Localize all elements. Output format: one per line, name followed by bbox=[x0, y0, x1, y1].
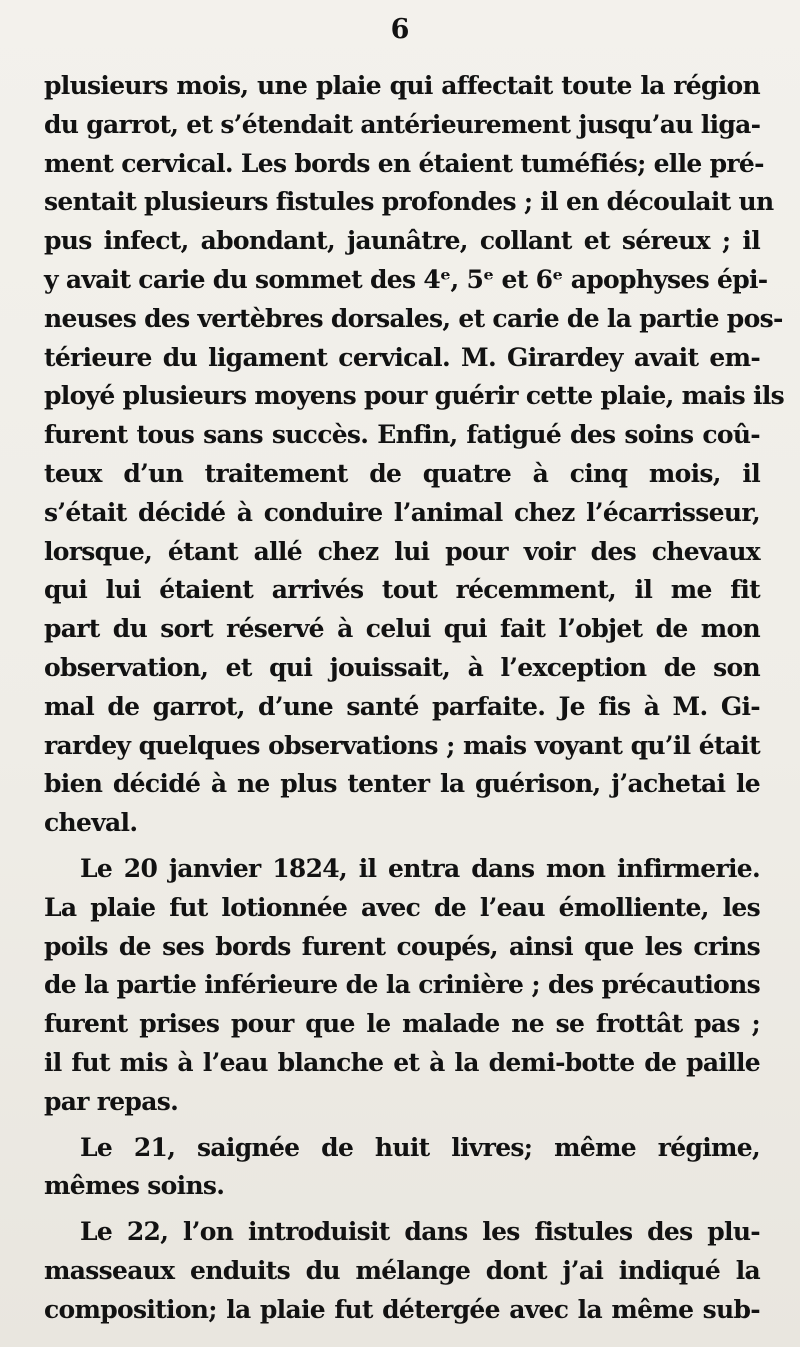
page-number: 6 bbox=[390, 14, 410, 45]
text-line: du garrot, et s’étendait antérieurement jusqu’au liga- bbox=[44, 109, 761, 139]
text-line: térieure du ligament cervical. M. Girardey avait em- bbox=[44, 342, 760, 372]
text-line: observation, et qui jouissait, à l’exception de son bbox=[44, 652, 760, 682]
text-line: poils de ses bords furent coupés, ainsi que les crins bbox=[44, 931, 760, 961]
text-line: Le 22, l’on introduisit dans les fistules des plu- bbox=[80, 1217, 760, 1247]
text-line: de la partie inférieure de la crinière ; des précautions bbox=[44, 970, 760, 1000]
text-line: teux d’un traitement de quatre à cinq mois, il bbox=[44, 458, 760, 488]
page-body bbox=[44, 67, 784, 1330]
text-line: furent tous sans succès. Enfin, fatigué des soins coû- bbox=[44, 420, 760, 450]
text-line: lorsque, étant allé chez lui pour voir des chevaux bbox=[44, 536, 760, 566]
paragraph-4 bbox=[44, 1213, 760, 1329]
text-line: furent prises pour que le malade ne se frottât pas ; bbox=[44, 1009, 760, 1039]
text-line: mêmes soins. bbox=[44, 1171, 225, 1201]
text-line: ployé plusieurs moyens pour guérir cette plaie, mais ils bbox=[44, 381, 784, 411]
text-line: sentait plusieurs fistules profondes ; il en découlait un bbox=[44, 187, 774, 217]
text-line: s’était décidé à conduire l’animal chez l’écarrisseur, bbox=[44, 497, 760, 527]
text-line: Le 21, saignée de huit livres; même régime, bbox=[80, 1132, 760, 1162]
text-line: neuses des vertèbres dorsales, et carie de la partie pos- bbox=[44, 303, 783, 333]
text-line: La plaie fut lotionnée avec de l’eau émolliente, les bbox=[44, 892, 760, 922]
text-line: par repas. bbox=[44, 1086, 179, 1116]
paragraph-2 bbox=[44, 850, 760, 1122]
text-line: bien décidé à ne plus tenter la guérison, j’achetai le bbox=[44, 769, 760, 799]
paragraph-3 bbox=[44, 1129, 760, 1207]
text-line: pus infect, abondant, jaunâtre, collant et séreux ; il bbox=[44, 226, 760, 256]
paragraph-gap bbox=[44, 1206, 760, 1213]
paragraph-1 bbox=[44, 67, 784, 843]
text-line: mal de garrot, d’une santé parfaite. Je fis à M. Gi- bbox=[44, 691, 760, 721]
text-line: masseaux enduits du mélange dont j’ai indiqué la bbox=[44, 1255, 760, 1285]
text-line: Le 20 janvier 1824, il entra dans mon infirmerie. bbox=[80, 853, 760, 883]
text-line: qui lui étaient arrivés tout récemment, il me fit bbox=[44, 575, 760, 605]
text-line: rardey quelques observations ; mais voyant qu’il était bbox=[44, 730, 760, 760]
text-line: part du sort réservé à celui qui fait l’objet de mon bbox=[44, 614, 760, 644]
text-line: composition; la plaie fut détergée avec la même sub- bbox=[44, 1294, 760, 1324]
text-line: cheval. bbox=[44, 808, 138, 838]
text-line: ment cervical. Les bords en étaient tuméfiés; elle pré- bbox=[44, 148, 764, 178]
text-line: plusieurs mois, une plaie qui affectait toute la région bbox=[44, 71, 760, 100]
paragraph-gap bbox=[44, 843, 760, 850]
paragraph-gap bbox=[44, 1122, 760, 1129]
text-line: il fut mis à l’eau blanche et à la demi-botte de paille bbox=[44, 1047, 760, 1077]
text-line: y avait carie du sommet des 4ᵉ, 5ᵉ et 6ᵉ apophyses épi- bbox=[44, 264, 768, 294]
